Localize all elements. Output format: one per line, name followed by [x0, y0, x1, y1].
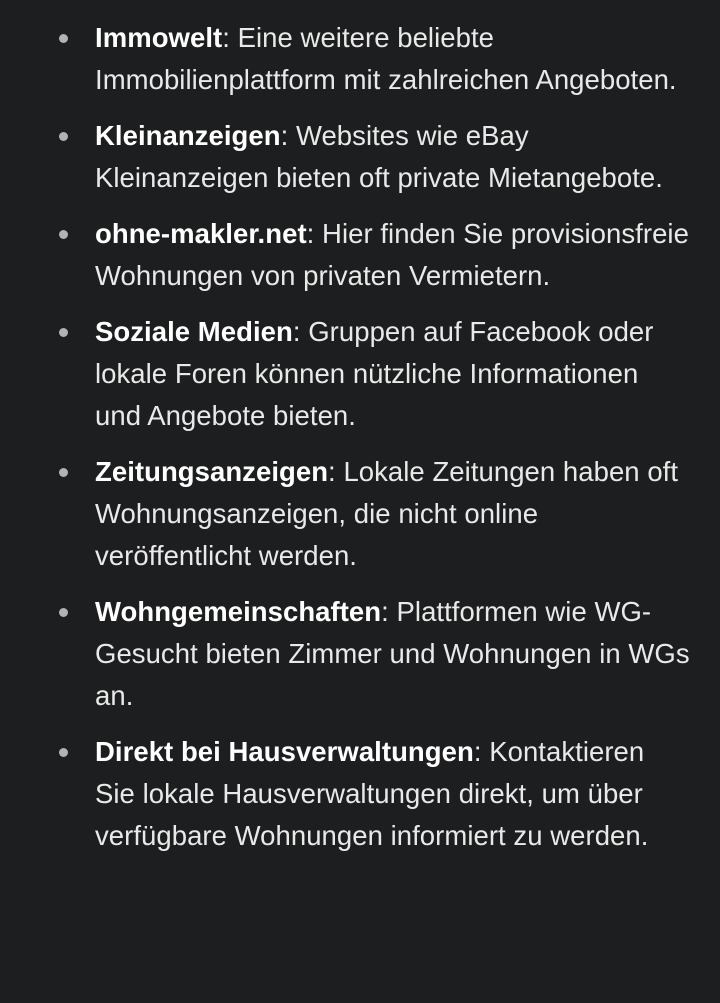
list-item-soziale-medien: [95, 311, 690, 437]
item-term: Immowelt: [95, 22, 223, 53]
item-separator: :: [306, 218, 323, 249]
bullet-dot-icon: [59, 748, 68, 757]
item-term: Wohngemeinschaften: [95, 596, 382, 627]
item-term: Kleinanzeigen: [95, 120, 281, 151]
item-description: Hier finden Sie provisionsfreie Wohnungen von privaten Vermietern.: [95, 218, 689, 291]
list-item-wohngemeinschaften: [95, 591, 690, 717]
item-separator: :: [292, 316, 309, 347]
item-description: Plattformen wie WG-Gesucht bieten Zimmer und Wohnungen in WGs an.: [95, 596, 690, 711]
list-item-kleinanzeigen: [95, 115, 690, 199]
list-item-immowelt: [95, 17, 690, 101]
item-term: Direkt bei Hausverwaltungen: [95, 736, 474, 767]
bullet-dot-icon: [59, 34, 68, 43]
item-description: Eine weitere beliebte Immobilienplattform mit zahlreichen Angeboten.: [95, 22, 677, 95]
item-separator: :: [381, 596, 397, 627]
item-description: Lokale Zeitungen haben oft Wohnungsanzeigen, die nicht online veröffentlicht werden.: [95, 456, 679, 571]
item-separator: :: [280, 120, 296, 151]
item-description: Gruppen auf Facebook oder lokale Foren können nützliche Informationen und Angebote bieten.: [95, 316, 654, 431]
bullet-dot-icon: [59, 608, 68, 617]
item-description: Websites wie eBay Kleinanzeigen bieten oft private Mietangebote.: [95, 120, 663, 193]
item-description: Kontaktieren Sie lokale Hausverwaltungen direkt, um über verfügbare Wohnungen informiert zu werden.: [95, 736, 649, 851]
bullet-dot-icon: [59, 328, 68, 337]
item-term: Zeitungsanzeigen: [95, 456, 329, 487]
item-term: ohne-makler.net: [95, 218, 307, 249]
list-item-hausverwaltungen: [95, 731, 690, 857]
item-separator: :: [473, 736, 490, 767]
bullet-dot-icon: [59, 230, 68, 239]
list-item-zeitungsanzeigen: [95, 451, 690, 577]
item-term: Soziale Medien: [95, 316, 293, 347]
bullet-dot-icon: [59, 468, 68, 477]
item-separator: :: [222, 22, 238, 53]
item-separator: :: [328, 456, 344, 487]
bullet-dot-icon: [59, 132, 68, 141]
list-item-ohne-makler: [95, 213, 690, 297]
